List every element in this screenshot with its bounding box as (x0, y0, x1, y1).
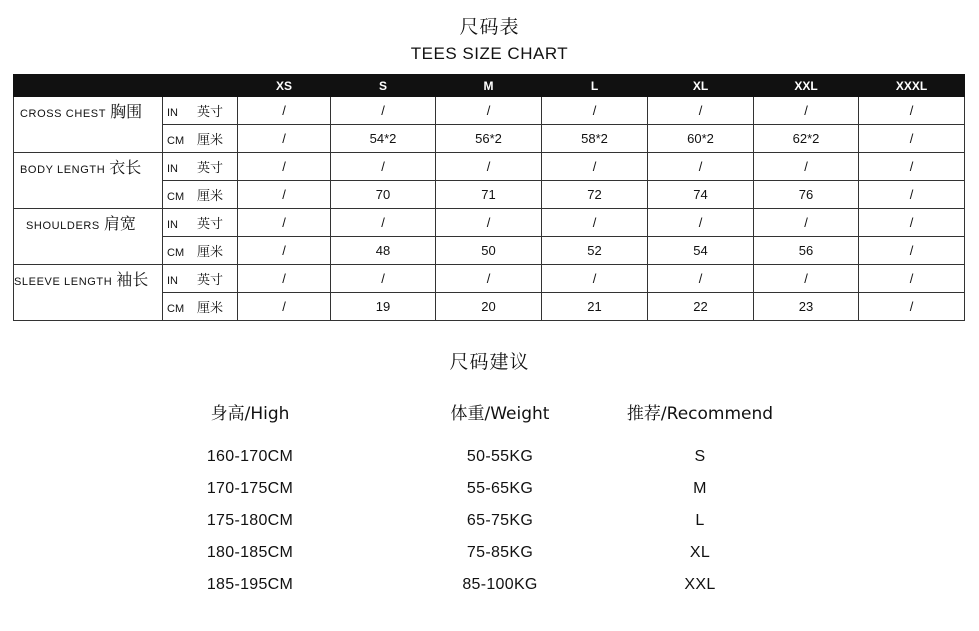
measurement-label (14, 97, 163, 125)
value-cell-xl: 22 (648, 293, 754, 321)
recommended-size: L (695, 512, 705, 529)
value-cell-xxxl: / (859, 265, 965, 293)
size-header-xl: XL (648, 75, 754, 97)
page-subtitle: TEES SIZE CHART (410, 44, 569, 63)
unit-cn: 英寸 (197, 160, 224, 175)
unit-cn: 厘米 (197, 132, 224, 147)
value-cell-s: 70 (331, 181, 436, 209)
recommended-size: XL (689, 544, 711, 561)
weight-value: 75-85KG (466, 544, 534, 561)
height-value: 170-175CM (206, 480, 294, 497)
unit-cn: 英寸 (197, 104, 224, 119)
measurement-label (14, 265, 163, 293)
value-cell-xxxl: / (859, 237, 965, 265)
value-cell-l: / (542, 153, 648, 181)
measurement-label (14, 153, 163, 181)
size-header-m: M (436, 75, 542, 97)
value-cell-l: 21 (542, 293, 648, 321)
size-header-xs: XS (238, 75, 331, 97)
value-cell-xxl: / (754, 97, 859, 125)
value-cell-xxxl: / (859, 153, 965, 181)
unit-en: CM (167, 135, 185, 147)
measurement-label-cn: 袖长 (116, 272, 149, 290)
value-cell-m: / (436, 209, 542, 237)
unit-en: IN (167, 275, 178, 287)
measurement-label (14, 125, 163, 153)
value-cell-xxl: 56 (754, 237, 859, 265)
size-header-s: S (331, 75, 436, 97)
header-blank-unit (163, 75, 238, 97)
weight-column (420, 402, 580, 601)
weight-values (420, 441, 580, 601)
unit-cell (163, 265, 238, 293)
height-values (170, 441, 330, 601)
value-cell-s: 19 (331, 293, 436, 321)
value-cell-s: / (331, 97, 436, 125)
recommend-column (605, 402, 795, 601)
value-cell-xl: / (648, 153, 754, 181)
value-cell-s: 54*2 (331, 125, 436, 153)
size-header-xxxl: XXXL (859, 75, 965, 97)
value-cell-m: / (436, 153, 542, 181)
value-cell-s: / (331, 209, 436, 237)
table-row (14, 153, 965, 181)
unit-en: CM (167, 191, 185, 203)
value-cell-xs: / (238, 97, 331, 125)
value-cell-xxl: / (754, 153, 859, 181)
measurement-label-cn: 胸围 (110, 104, 143, 122)
height-column (170, 402, 330, 601)
measurement-label-en: CROSS CHEST (20, 108, 107, 121)
value-cell-xs: / (238, 125, 331, 153)
value-cell-l: 58*2 (542, 125, 648, 153)
value-cell-xl: 54 (648, 237, 754, 265)
unit-cell (163, 125, 238, 153)
table-row (14, 265, 965, 293)
value-cell-m: / (436, 265, 542, 293)
recommendation-title: 尺码建议 (449, 351, 530, 373)
weight-value: 65-75KG (466, 512, 534, 529)
measurement-label (14, 293, 163, 321)
value-cell-xl: / (648, 209, 754, 237)
value-cell-xxxl: / (859, 125, 965, 153)
value-cell-m: 56*2 (436, 125, 542, 153)
table-row (14, 125, 965, 153)
unit-cn: 英寸 (197, 216, 224, 231)
value-cell-xl: / (648, 265, 754, 293)
value-cell-s: 48 (331, 237, 436, 265)
value-cell-xs: / (238, 153, 331, 181)
value-cell-xl: 74 (648, 181, 754, 209)
height-header: 身高/High (210, 404, 290, 424)
value-cell-xxxl: / (859, 209, 965, 237)
unit-cn: 英寸 (197, 272, 224, 287)
value-cell-xs: / (238, 265, 331, 293)
measurement-label-en: SLEEVE LENGTH (14, 276, 113, 289)
weight-header: 体重/Weight (450, 404, 550, 424)
weight-value: 50-55KG (466, 448, 534, 465)
value-cell-m: 50 (436, 237, 542, 265)
unit-cell (163, 209, 238, 237)
unit-cell (163, 293, 238, 321)
unit-en: CM (167, 247, 185, 259)
value-cell-xxxl: / (859, 293, 965, 321)
unit-cell (163, 237, 238, 265)
height-value: 160-170CM (206, 448, 294, 465)
value-cell-s: / (331, 153, 436, 181)
measurement-label (14, 181, 163, 209)
recommend-values (605, 441, 795, 601)
value-cell-xxxl: / (859, 181, 965, 209)
value-cell-l: / (542, 265, 648, 293)
value-cell-xl: / (648, 97, 754, 125)
value-cell-m: / (436, 97, 542, 125)
size-chart-table (13, 74, 965, 321)
recommended-size: M (693, 480, 707, 497)
value-cell-xs: / (238, 293, 331, 321)
unit-en: IN (167, 219, 178, 231)
value-cell-xl: 60*2 (648, 125, 754, 153)
measurement-label-cn: 衣长 (109, 160, 142, 178)
size-header-xxl: XXL (754, 75, 859, 97)
value-cell-l: / (542, 97, 648, 125)
weight-value: 55-65KG (466, 480, 534, 497)
measurement-label (14, 237, 163, 265)
unit-cn: 厘米 (197, 244, 224, 259)
unit-en: CM (167, 303, 185, 315)
value-cell-xxl: 62*2 (754, 125, 859, 153)
height-value: 185-195CM (206, 576, 294, 593)
measurement-label-en: SHOULDERS (26, 220, 100, 233)
size-header-row (14, 75, 965, 97)
value-cell-xxxl: / (859, 97, 965, 125)
weight-value: 85-100KG (462, 576, 538, 593)
value-cell-xs: / (238, 209, 331, 237)
recommended-size: S (694, 448, 706, 465)
table-row (14, 237, 965, 265)
value-cell-xxl: 76 (754, 181, 859, 209)
measurement-label-cn: 肩宽 (103, 216, 136, 234)
value-cell-xs: / (238, 181, 331, 209)
unit-cell (163, 153, 238, 181)
unit-cn: 厘米 (197, 188, 224, 203)
value-cell-m: 71 (436, 181, 542, 209)
header-blank-label (14, 75, 163, 97)
size-header-l: L (542, 75, 648, 97)
value-cell-xs: / (238, 237, 331, 265)
table-row (14, 181, 965, 209)
value-cell-xxl: 23 (754, 293, 859, 321)
recommend-header: 推荐/Recommend (626, 404, 774, 424)
unit-cell (163, 181, 238, 209)
height-value: 180-185CM (206, 544, 294, 561)
unit-en: IN (167, 107, 178, 119)
size-table-body (14, 97, 965, 321)
value-cell-l: 72 (542, 181, 648, 209)
measurement-label-en: BODY LENGTH (20, 164, 106, 177)
unit-en: IN (167, 163, 178, 175)
table-row (14, 97, 965, 125)
recommended-size: XXL (684, 576, 716, 593)
value-cell-l: / (542, 209, 648, 237)
measurement-label (14, 209, 163, 237)
value-cell-xxl: / (754, 265, 859, 293)
table-row (14, 209, 965, 237)
value-cell-l: 52 (542, 237, 648, 265)
unit-cell (163, 97, 238, 125)
value-cell-s: / (331, 265, 436, 293)
unit-cn: 厘米 (197, 300, 224, 315)
table-row (14, 293, 965, 321)
page-title: 尺码表 (459, 16, 520, 38)
value-cell-xxl: / (754, 209, 859, 237)
value-cell-m: 20 (436, 293, 542, 321)
height-value: 175-180CM (206, 512, 294, 529)
